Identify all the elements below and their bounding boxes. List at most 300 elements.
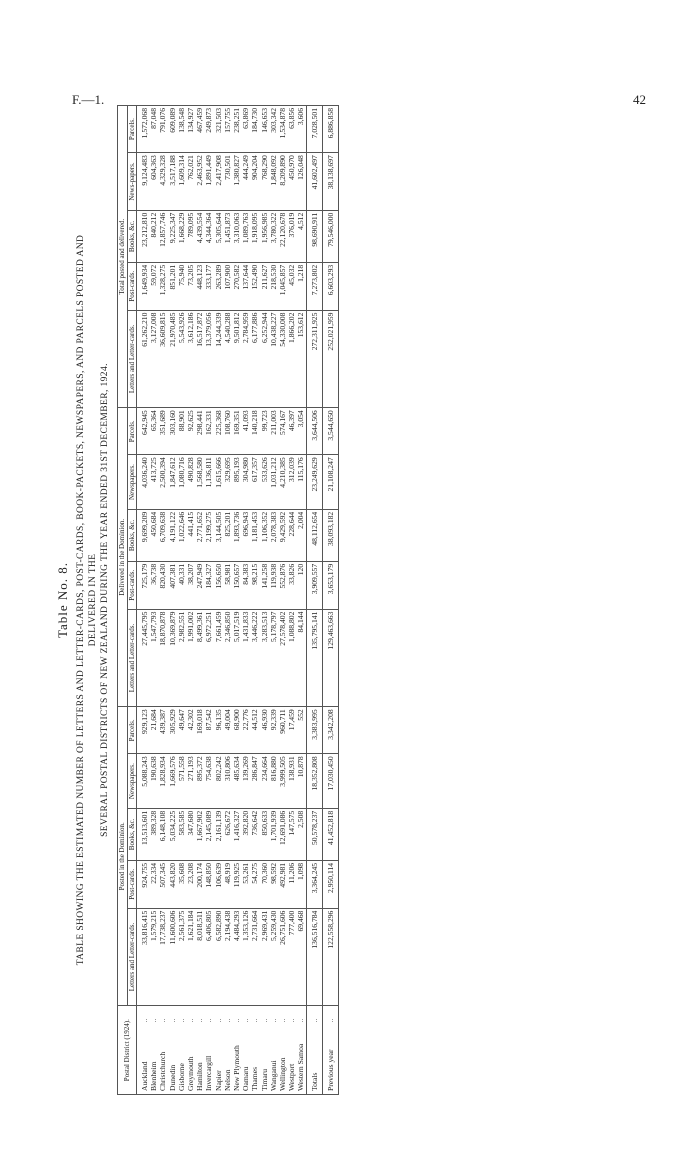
table-cell: 134,927 bbox=[186, 106, 195, 153]
table-cell: 75,940 bbox=[177, 262, 186, 310]
table-cell: 1,848,092 bbox=[269, 153, 278, 211]
table-cell: 252,021,959 bbox=[322, 310, 338, 408]
table-cell: 777,400 bbox=[287, 908, 296, 1006]
table-cell: 21,970,485 bbox=[168, 310, 177, 408]
table-cell: 38,093,182 bbox=[322, 509, 338, 561]
table-cell: 507,345 bbox=[158, 860, 167, 908]
table-cell: 139,269 bbox=[241, 754, 250, 808]
table-cell: 617,357 bbox=[250, 455, 259, 509]
table-cell: 4,484,293 bbox=[232, 908, 241, 1006]
table-cell: 92,339 bbox=[269, 707, 278, 754]
table-row bbox=[204, 106, 213, 1095]
table-cell: 21,684 bbox=[149, 707, 158, 754]
table-cell: 69,468 bbox=[296, 908, 306, 1006]
table-cell: 1,088,802 bbox=[287, 609, 296, 707]
table-cell: 84,383 bbox=[241, 561, 250, 609]
table-cell: 9,225,347 bbox=[168, 210, 177, 262]
table-cell: 21,108,247 bbox=[322, 455, 338, 509]
table-cell: 321,503 bbox=[214, 106, 223, 153]
district-name: Napier bbox=[214, 1024, 223, 1094]
table-cell: 272,311,925 bbox=[306, 310, 322, 408]
table-cell: 13,379,056 bbox=[204, 310, 213, 408]
page-number: 42 bbox=[633, 92, 646, 107]
table-cell: 1,353,126 bbox=[241, 908, 250, 1006]
table-cell: 6,972,251 bbox=[204, 609, 213, 707]
table-row bbox=[158, 106, 167, 1095]
table-cell: 107,900 bbox=[223, 262, 232, 310]
table-cell: 3,644,506 bbox=[306, 408, 322, 455]
table-cell: 33,826 bbox=[287, 561, 296, 609]
table-cell: 120 bbox=[296, 561, 306, 609]
table-cell: 122,558,296 bbox=[322, 908, 338, 1006]
table-cell: 70,360 bbox=[260, 860, 269, 908]
table-cell: 249,873 bbox=[204, 106, 213, 153]
column-header: Newspapers. bbox=[127, 455, 137, 509]
district-name: Nelson bbox=[223, 1024, 232, 1094]
column-header: Books, &c. bbox=[127, 509, 137, 561]
leader-dots: .. bbox=[168, 1006, 177, 1025]
table-cell: 38,207 bbox=[186, 561, 195, 609]
table-cell: 50,578,237 bbox=[306, 808, 322, 860]
district-name: Timaru bbox=[260, 1024, 269, 1094]
table-cell: 140,218 bbox=[250, 408, 259, 455]
table-cell: 138,931 bbox=[287, 754, 296, 808]
table-cell: 1,572,068 bbox=[137, 106, 150, 153]
table-cell: 2,161,139 bbox=[214, 808, 223, 860]
table-row bbox=[214, 106, 223, 1095]
table-cell: 1,579,215 bbox=[149, 908, 158, 1006]
table-cell: 45,032 bbox=[287, 262, 296, 310]
leader-dots: .. bbox=[241, 1006, 250, 1025]
table-cell: 169,018 bbox=[195, 707, 204, 754]
table-cell: 135,795,141 bbox=[306, 609, 322, 707]
table-cell: 1,534,878 bbox=[278, 106, 287, 153]
table-subtitle-line1: TABLE SHOWING THE ESTIMATED NUMBER OF LETTERS AND LETTER-CARDS, POST-CARDS, BOOK-PACKETS, NEWSPAPERS, AND PARCELS POSTED AND DELIVERED IN THE bbox=[76, 234, 98, 966]
table-cell: 485,634 bbox=[232, 754, 241, 808]
table-cell: 48,919 bbox=[223, 860, 232, 908]
table-cell: 444,249 bbox=[241, 153, 250, 211]
table-cell: 87,048 bbox=[149, 106, 158, 153]
table-cell: 303,342 bbox=[269, 106, 278, 153]
table-cell: 1,080,716 bbox=[177, 455, 186, 509]
table-cell: 351,689 bbox=[158, 408, 167, 455]
table-cell: 26,751,606 bbox=[278, 908, 287, 1006]
table-cell: 41,602,497 bbox=[306, 153, 322, 211]
table-cell: 33,816,415 bbox=[137, 908, 150, 1006]
table-cell: 1,547,793 bbox=[149, 609, 158, 707]
table-cell: 16,517,872 bbox=[195, 310, 204, 408]
table-cell: 63,869 bbox=[241, 106, 250, 153]
table-cell: 11,206 bbox=[287, 860, 296, 908]
district-name: Christchurch bbox=[158, 1024, 167, 1094]
table-cell: 439,387 bbox=[158, 707, 167, 754]
leader-dots: .. bbox=[287, 1006, 296, 1025]
district-name: Westport bbox=[287, 1024, 296, 1094]
table-cell: 2,199,275 bbox=[204, 509, 213, 561]
district-name: Wellington bbox=[278, 1024, 287, 1094]
rotated-table-block bbox=[55, 105, 675, 1095]
table-cell: 329,695 bbox=[223, 455, 232, 509]
table-cell: 376,019 bbox=[287, 210, 296, 262]
table-cell: 736,642 bbox=[250, 808, 259, 860]
table-cell: 11,600,606 bbox=[168, 908, 177, 1006]
table-cell: 2,194,438 bbox=[223, 908, 232, 1006]
table-cell: 1,609,314 bbox=[177, 153, 186, 211]
table-cell: 552,876 bbox=[278, 561, 287, 609]
table-cell: 119,938 bbox=[269, 561, 278, 609]
table-cell: 895,372 bbox=[195, 754, 204, 808]
table-cell: 3,909,557 bbox=[306, 561, 322, 609]
table-cell: 98,592 bbox=[269, 860, 278, 908]
table-cell: 1,328,275 bbox=[158, 262, 167, 310]
table-cell: 22,334 bbox=[149, 860, 158, 908]
leader-dots: .. bbox=[195, 1006, 204, 1025]
table-cell: 5,017,519 bbox=[232, 609, 241, 707]
first-row bbox=[137, 106, 150, 1095]
table-cell: 38,138,697 bbox=[322, 153, 338, 211]
table-cell: 129,463,663 bbox=[322, 609, 338, 707]
table-row bbox=[296, 106, 306, 1095]
table-cell: 851,201 bbox=[168, 262, 177, 310]
table-cell: 98,215 bbox=[250, 561, 259, 609]
leader-dots: .. bbox=[269, 1006, 278, 1025]
table-cell: 2,078,383 bbox=[269, 509, 278, 561]
table-cell: 22,120,678 bbox=[278, 210, 287, 262]
table-cell: 1,649,934 bbox=[137, 262, 150, 310]
table-cell: 6,148,108 bbox=[158, 808, 167, 860]
column-header: Letters and Letter-cards. bbox=[127, 908, 137, 1006]
table-cell: 762,021 bbox=[186, 153, 195, 211]
table-cell: 17,459 bbox=[287, 707, 296, 754]
table-cell: 84,144 bbox=[296, 609, 306, 707]
table-cell: 184,327 bbox=[204, 561, 213, 609]
table-cell: 54,330,008 bbox=[278, 310, 287, 408]
table-cell: 200,174 bbox=[195, 860, 204, 908]
table-cell: 1,031,212 bbox=[269, 455, 278, 509]
table-cell: 1,106,352 bbox=[260, 509, 269, 561]
table-cell: 153,612 bbox=[296, 310, 306, 408]
table-cell: 3,127,008 bbox=[149, 310, 158, 408]
table-cell: 6,582,890 bbox=[214, 908, 223, 1006]
table-cell: 68,900 bbox=[232, 707, 241, 754]
leader-dots: .. bbox=[260, 1006, 269, 1025]
leader-dots: .. bbox=[137, 1006, 150, 1025]
table-row bbox=[241, 106, 250, 1095]
column-header: News-papers. bbox=[127, 153, 137, 211]
table-cell: 2,771,652 bbox=[195, 509, 204, 561]
table-cell: 2,346,850 bbox=[223, 609, 232, 707]
table-cell: 48,112,654 bbox=[306, 509, 322, 561]
table-cell: 5,178,797 bbox=[269, 609, 278, 707]
table-cell: 3,342,208 bbox=[322, 707, 338, 754]
table-cell: 1,136,811 bbox=[204, 455, 213, 509]
table-cell: 825,201 bbox=[223, 509, 232, 561]
table-cell: 2,982,551 bbox=[177, 609, 186, 707]
column-header: Letters and Letter-cards. bbox=[127, 310, 137, 408]
table-cell: 7,661,459 bbox=[214, 609, 223, 707]
table-cell: 3,310,063 bbox=[232, 210, 241, 262]
page-header-left: F.—1. bbox=[72, 92, 105, 107]
table-cell: 303,160 bbox=[168, 408, 177, 455]
table-cell: 98,690,911 bbox=[306, 210, 322, 262]
table-cell: 106,639 bbox=[214, 860, 223, 908]
table-cell: 271,193 bbox=[186, 754, 195, 808]
table-cell: 8,018,511 bbox=[195, 908, 204, 1006]
table-cell: 263,289 bbox=[214, 262, 223, 310]
table-cell: 53,261 bbox=[241, 860, 250, 908]
table-cell: 5,543,926 bbox=[177, 310, 186, 408]
table-cell: 137,644 bbox=[241, 262, 250, 310]
prev-row bbox=[322, 106, 338, 1095]
table-cell: 1,089,763 bbox=[241, 210, 250, 262]
table-cell: 725,179 bbox=[137, 561, 150, 609]
leader-dots: .. bbox=[322, 1006, 338, 1025]
table-cell: 36,738 bbox=[149, 561, 158, 609]
table-cell: 2,508 bbox=[296, 808, 306, 860]
table-cell: 73,205 bbox=[186, 262, 195, 310]
table-row bbox=[149, 106, 158, 1095]
table-cell: 234,664 bbox=[260, 754, 269, 808]
leader-dots: .. bbox=[232, 1006, 241, 1025]
table-cell: 3,283,513 bbox=[260, 609, 269, 707]
table-cell: 3,653,179 bbox=[322, 561, 338, 609]
table-cell: 10,438,227 bbox=[269, 310, 278, 408]
table-cell: 1,218 bbox=[296, 262, 306, 310]
leader-dots: .. bbox=[306, 1006, 322, 1025]
tot-row bbox=[306, 106, 322, 1095]
leader-dots: .. bbox=[186, 1006, 195, 1025]
table-cell: 79,546,000 bbox=[322, 210, 338, 262]
table-cell: 1,893,736 bbox=[232, 509, 241, 561]
table-cell: 54,275 bbox=[250, 860, 259, 908]
table-row bbox=[278, 106, 287, 1095]
table-cell: 609,089 bbox=[168, 106, 177, 153]
table-cell: 23,212,810 bbox=[137, 210, 150, 262]
table-cell: 10,369,879 bbox=[168, 609, 177, 707]
table-cell: 49,004 bbox=[223, 707, 232, 754]
table-cell: 789,095 bbox=[186, 210, 195, 262]
district-name: Greymouth bbox=[186, 1024, 195, 1094]
table-cell: 136,516,784 bbox=[306, 908, 322, 1006]
table-subtitle-line2: SEVERAL POSTAL DISTRICTS OF NEW ZEALAND DURING THE YEAR ENDED 31ST DECEMBER, 1924. bbox=[100, 363, 110, 837]
table-cell: 2,969,431 bbox=[260, 908, 269, 1006]
table-cell: 492,981 bbox=[278, 860, 287, 908]
table-cell: 3,144,505 bbox=[214, 509, 223, 561]
table-cell: 169,351 bbox=[232, 408, 241, 455]
leader-dots: .. bbox=[223, 1006, 232, 1025]
table-cell: 924,755 bbox=[137, 860, 150, 908]
table-cell: 574,167 bbox=[278, 408, 287, 455]
table-cell: 571,558 bbox=[177, 754, 186, 808]
district-name: Blenheim bbox=[149, 1024, 158, 1094]
table-cell: 147,575 bbox=[287, 808, 296, 860]
district-name: New Plymouth bbox=[232, 1024, 241, 1094]
table-cell: 5,088,243 bbox=[137, 754, 150, 808]
table-cell: 35,608 bbox=[177, 860, 186, 908]
district-name: Gisborne bbox=[177, 1024, 186, 1094]
table-cell: 238,251 bbox=[232, 106, 241, 153]
table-cell: 7,273,802 bbox=[306, 262, 322, 310]
district-name: Previous year bbox=[322, 1024, 338, 1094]
table-subtitle bbox=[75, 220, 111, 980]
table-cell: 150,657 bbox=[232, 561, 241, 609]
table-cell: 1,022,646 bbox=[177, 509, 186, 561]
table-cell: 2,950,114 bbox=[322, 860, 338, 908]
table-cell: 730,501 bbox=[223, 153, 232, 211]
table-cell: 138,548 bbox=[177, 106, 186, 153]
table-cell: 443,820 bbox=[168, 860, 177, 908]
district-name: Hamilton bbox=[195, 1024, 204, 1094]
table-cell: 4,036,240 bbox=[137, 455, 150, 509]
table-cell: 1,621,184 bbox=[186, 908, 195, 1006]
table-cell: 63,856 bbox=[287, 106, 296, 153]
table-cell: 840,212 bbox=[149, 210, 158, 262]
table-cell: 2,500,394 bbox=[158, 455, 167, 509]
table-cell: 247,949 bbox=[195, 561, 204, 609]
table-row bbox=[269, 106, 278, 1095]
table-cell: 820,430 bbox=[158, 561, 167, 609]
table-cell: 41,093 bbox=[241, 408, 250, 455]
table-cell: 6,406,805 bbox=[204, 908, 213, 1006]
table-cell: 1,891,449 bbox=[204, 153, 213, 211]
district-name: Totals bbox=[306, 1024, 322, 1094]
leader-dots: .. bbox=[177, 1006, 186, 1025]
table-cell: 65,364 bbox=[149, 408, 158, 455]
table-cell: 270,582 bbox=[232, 262, 241, 310]
table-cell: 768,290 bbox=[260, 153, 269, 211]
leader-dots: .. bbox=[250, 1006, 259, 1025]
table-cell: 22,776 bbox=[241, 707, 250, 754]
table-cell: 6,709,638 bbox=[158, 509, 167, 561]
table-cell: 9,429,592 bbox=[278, 509, 287, 561]
table-cell: 850,633 bbox=[260, 808, 269, 860]
table-cell: 413,725 bbox=[149, 455, 158, 509]
group-header-posted: Posted in the Dominion. bbox=[118, 707, 128, 1006]
table-cell: 1,866,202 bbox=[287, 310, 296, 408]
table-cell: 802,242 bbox=[214, 754, 223, 808]
table-cell: 211,627 bbox=[260, 262, 269, 310]
table-cell: 583,585 bbox=[177, 808, 186, 860]
table-cell: 23,249,629 bbox=[306, 455, 322, 509]
table-cell: 6,177,886 bbox=[250, 310, 259, 408]
district-name: Western Samoa bbox=[296, 1024, 306, 1094]
table-cell: 2,463,952 bbox=[195, 153, 204, 211]
table-cell: 61,262,210 bbox=[137, 310, 150, 408]
table-row bbox=[186, 106, 195, 1095]
table-title: Table No. 8. bbox=[55, 561, 70, 639]
table-cell: 960,711 bbox=[278, 707, 287, 754]
table-cell: 5,259,430 bbox=[269, 908, 278, 1006]
leader-dots: .. bbox=[158, 1006, 167, 1025]
column-header: Newspapers. bbox=[127, 754, 137, 808]
table-cell: 46,930 bbox=[260, 707, 269, 754]
table-cell: 17,030,450 bbox=[322, 754, 338, 808]
table-cell: 42,302 bbox=[186, 707, 195, 754]
table-cell: 448,123 bbox=[195, 262, 204, 310]
table-cell: 108,760 bbox=[223, 408, 232, 455]
table-cell: 190,638 bbox=[149, 754, 158, 808]
table-row bbox=[177, 106, 186, 1095]
table-cell: 305,929 bbox=[168, 707, 177, 754]
table-cell: 96,135 bbox=[214, 707, 223, 754]
table-cell: 2,145,089 bbox=[204, 808, 213, 860]
table-cell: 904,204 bbox=[250, 153, 259, 211]
table-cell: 58,981 bbox=[223, 561, 232, 609]
table-cell: 23,208 bbox=[186, 860, 195, 908]
table-cell: 162,331 bbox=[204, 408, 213, 455]
table-cell: 754,638 bbox=[204, 754, 213, 808]
table-cell: 218,530 bbox=[269, 262, 278, 310]
table-cell: 4,329,328 bbox=[158, 153, 167, 211]
table-cell: 99,723 bbox=[260, 408, 269, 455]
district-name: Oamaru bbox=[241, 1024, 250, 1094]
table-cell: 36,609,815 bbox=[158, 310, 167, 408]
district-name: Dunedin bbox=[168, 1024, 177, 1094]
table-cell: 87,542 bbox=[204, 707, 213, 754]
table-cell: 6,252,944 bbox=[260, 310, 269, 408]
table-cell: 1,431,833 bbox=[241, 609, 250, 707]
table-cell: 1,615,666 bbox=[214, 455, 223, 509]
table-cell: 12,857,746 bbox=[158, 210, 167, 262]
table-cell: 895,193 bbox=[232, 455, 241, 509]
table-cell: 441,415 bbox=[186, 509, 195, 561]
leader-dots: .. bbox=[296, 1006, 306, 1025]
table-cell: 3,999,505 bbox=[278, 754, 287, 808]
leader-dots: .. bbox=[278, 1006, 287, 1025]
table-cell: 3,606 bbox=[296, 106, 306, 153]
table-cell: 552 bbox=[296, 707, 306, 754]
table-cell: 3,446,222 bbox=[250, 609, 259, 707]
table-cell: 1,828,934 bbox=[158, 754, 167, 808]
table-cell: 228,644 bbox=[287, 509, 296, 561]
table-cell: 490,828 bbox=[186, 455, 195, 509]
district-name: Invercargill bbox=[204, 1024, 213, 1094]
table-cell: 13,513,601 bbox=[137, 808, 150, 860]
table-cell: 211,003 bbox=[269, 408, 278, 455]
table-cell: 1,380,827 bbox=[232, 153, 241, 211]
table-cell: 1,847,612 bbox=[168, 455, 177, 509]
table-cell: 1,045,857 bbox=[278, 262, 287, 310]
table-cell: 5,305,644 bbox=[214, 210, 223, 262]
table-cell: 696,943 bbox=[241, 509, 250, 561]
column-header: Parcels. bbox=[127, 106, 137, 153]
table-cell: 41,452,818 bbox=[322, 808, 338, 860]
table-cell: 2,004 bbox=[296, 509, 306, 561]
table-cell: 791,076 bbox=[158, 106, 167, 153]
table-cell: 3,054 bbox=[296, 408, 306, 455]
table-cell: 3,780,322 bbox=[269, 210, 278, 262]
table-cell: 157,755 bbox=[223, 106, 232, 153]
table-cell: 333,177 bbox=[204, 262, 213, 310]
table-cell: 1,098 bbox=[296, 860, 306, 908]
table-row bbox=[260, 106, 269, 1095]
table-cell: 4,512 bbox=[296, 210, 306, 262]
column-header-row bbox=[127, 106, 137, 1095]
table-cell: 59,072 bbox=[149, 262, 158, 310]
table-cell: 2,561,375 bbox=[177, 908, 186, 1006]
table-cell: 18,870,878 bbox=[158, 609, 167, 707]
table-body bbox=[137, 106, 339, 1095]
district-name: Auckland bbox=[137, 1024, 150, 1094]
table-cell: 49,647 bbox=[177, 707, 186, 754]
table-cell: 3,544,650 bbox=[322, 408, 338, 455]
table-cell: 1,668,229 bbox=[177, 210, 186, 262]
table-cell: 4,439,554 bbox=[195, 210, 204, 262]
table-cell: 1,181,453 bbox=[250, 509, 259, 561]
table-cell: 6,886,858 bbox=[322, 106, 338, 153]
table-cell: 141,258 bbox=[260, 561, 269, 609]
table-cell: 1,956,985 bbox=[260, 210, 269, 262]
